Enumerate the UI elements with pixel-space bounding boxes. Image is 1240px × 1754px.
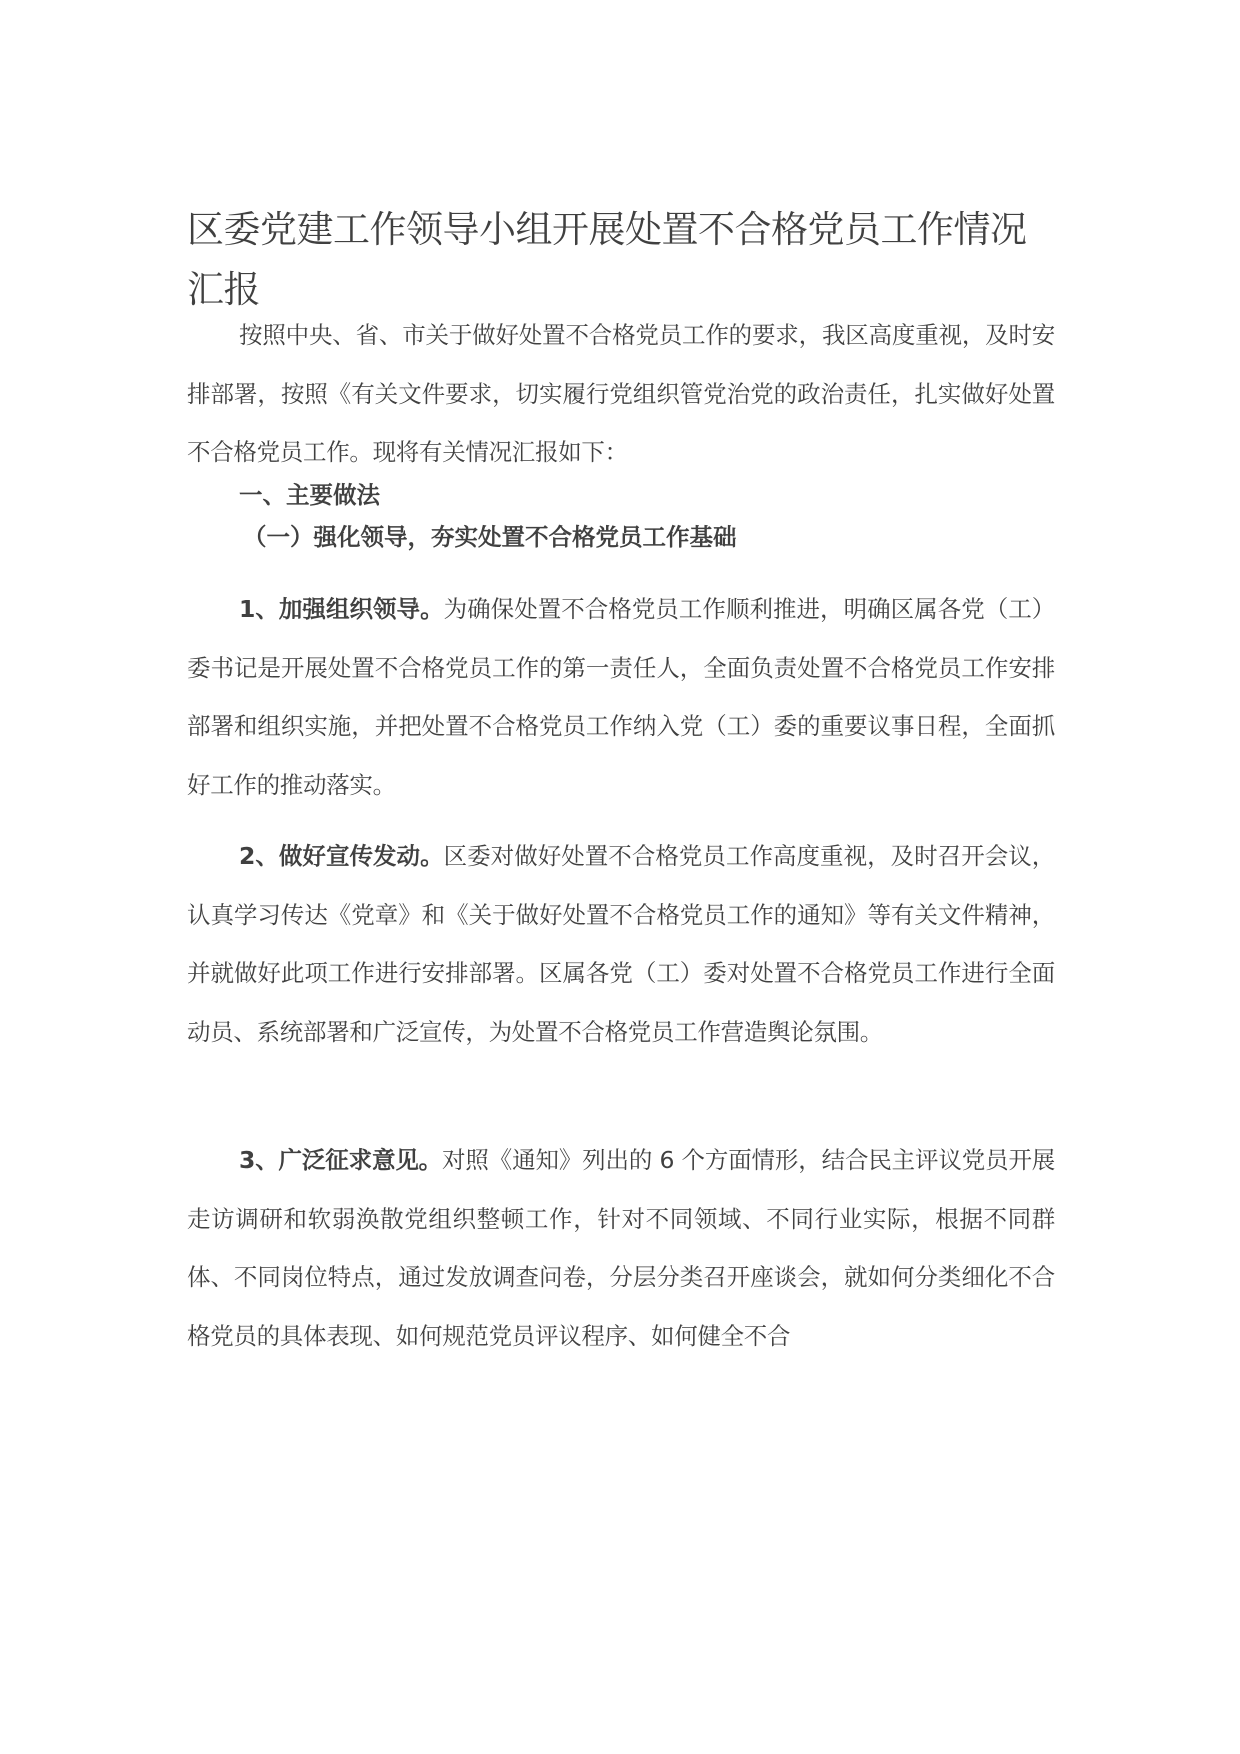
item-body-2: 区委对做好处置不合格党员工作高度重视，及时召开会议，认真学习传达《党章》和《关于做好处置不合格党员工作的通知》等有关文件精神，并就做好此项工作进行安排部署。区属各党（工）委对处置不合格党员工作进行全面动员、系统部署和广泛宣传，为处置不合格党员工作营造舆论氛围。	[187, 842, 1056, 1046]
item-paragraph-2	[187, 827, 1055, 1061]
item-body-3: 对照《通知》列出的 6 个方面情形，结合民主评议党员开展走访调研和软弱涣散党组织整顿工作，针对不同领域、不同行业实际，根据不同群体、不同岗位特点，通过发放调查问卷，分层分类召开座谈会，就如何分类细化不合格党员的具体表现、如何规范党员评议程序、如何健全不合	[187, 1146, 1055, 1350]
item-paragraph-3	[187, 1131, 1055, 1365]
item-body-1: 为确保处置不合格党员工作顺利推进，明确区属各党（工）委书记是开展处置不合格党员工作的第一责任人，全面负责处置不合格党员工作安排部署和组织实施，并把处置不合格党员工作纳入党（工）委的重要议事日程，全面抓好工作的推动落实。	[187, 595, 1056, 799]
intro-paragraph: 按照中央、省、市关于做好处置不合格党员工作的要求，我区高度重视，及时安排部署，按照《有关文件要求，切实履行党组织管党治党的政治责任，扎实做好处置不合格党员工作。现将有关情况汇报如下：	[187, 321, 1055, 466]
item-paragraph-1	[187, 580, 1055, 814]
document-title: 区委党建工作领导小组开展处置不合格党员工作情况汇报	[187, 208, 1027, 311]
item-lead-3: 3、广泛征求意见。	[239, 1146, 443, 1174]
item-lead-1: 1、加强组织领导。	[239, 595, 444, 623]
subsection-heading-strengthen-leadership: （一）强化领导，夯实处置不合格党员工作基础	[243, 523, 737, 551]
section-heading-main-practices: 一、主要做法	[239, 481, 380, 509]
item-lead-2: 2、做好宣传发动。	[239, 842, 444, 870]
